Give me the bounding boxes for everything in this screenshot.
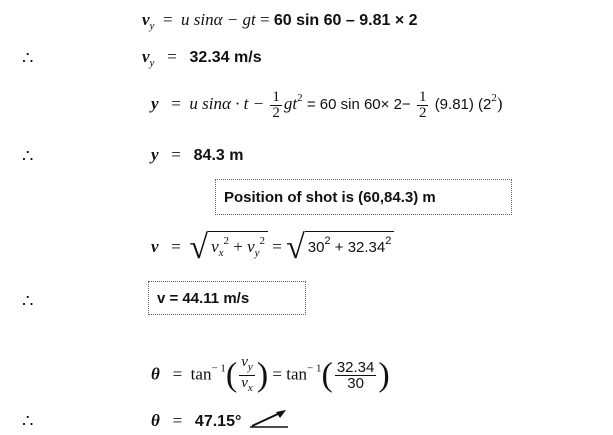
therefore-symbol: ∴: [22, 48, 34, 68]
equation-velocity-magnitude: v = √ $v_x^2 + v_y^2$ = √ $30^2 + 32.34^2$: [151, 231, 394, 262]
half-fraction-2: $\frac{1}{2}$: [418, 88, 427, 121]
equation-vy-expression: $v_y = u$ sinα − gt = 60 sin 60 – 9.81 × 2: [142, 10, 418, 32]
equation-y-result: y = 84.3 m: [151, 145, 244, 164]
therefore-symbol: ∴: [22, 291, 34, 311]
angle-arrow-icon: [246, 410, 292, 430]
vy-symbol: v: [142, 10, 150, 29]
equation-theta-expression: θ = $\tan^{- 1}$( $\frac{v_y}{v_x}$ ) = $\tan^{- 1}$( $\frac{32.34}{30}$ ): [151, 354, 390, 394]
sqrt-symbol: √: [189, 229, 209, 266]
vy-over-vx-fraction: $\frac{v_y}{v_x}$: [241, 354, 253, 394]
equation-vy-result: $v_y$ = 32.34 m/s: [142, 47, 262, 69]
half-fraction: $\frac{1}{2}$: [272, 88, 280, 121]
sqrt-symbol-2: √: [286, 229, 305, 266]
therefore-symbol: ∴: [22, 146, 34, 166]
equation-theta-result: θ = 47.15°: [151, 410, 292, 432]
numeric-fraction: $\frac{32.34}{30}$: [336, 359, 375, 392]
velocity-result-box: v = 44.11 m/s: [148, 281, 306, 315]
equation-y-expression: y = u sinα · t − $\frac{1}{2}$ $gt^2 = 60$ sin 60× 2− $\frac{1}{2}$ (9.81) $(2^2)$: [151, 88, 503, 121]
position-result-box: Position of shot is (60,84.3) m: [215, 179, 512, 215]
therefore-symbol: ∴: [22, 411, 34, 431]
